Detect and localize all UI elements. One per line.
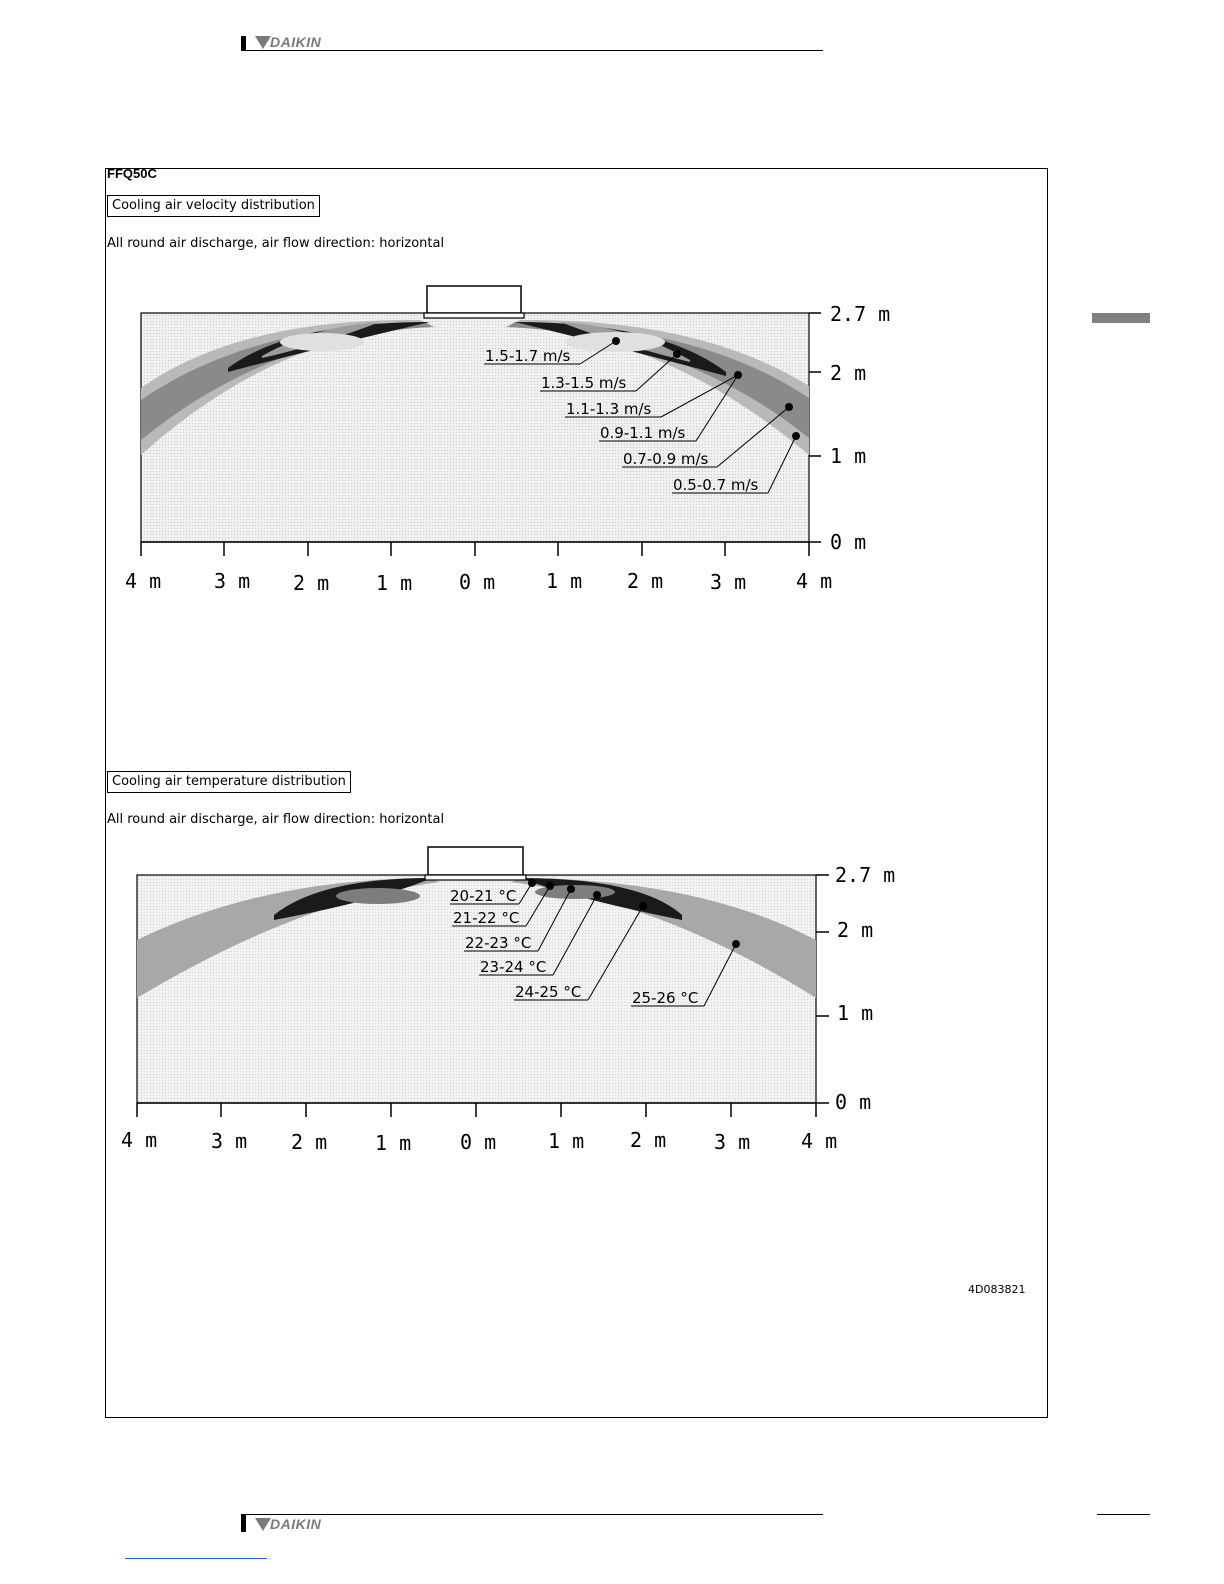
velocity-x-axis [141,542,809,556]
velocity-xtick-label: 0 m [459,570,496,594]
footer-right-rule [1097,1514,1150,1515]
velocity-xtick-label: 2 m [293,571,330,595]
temperature-indoor-panel [425,875,526,880]
temperature-callout-dot [567,885,575,893]
temperature-callout-dot [593,891,601,899]
temperature-legend-label: 23-24 °C [480,958,547,976]
temperature-callout-dot [639,902,647,910]
temperature-band-left-2324 [336,888,420,904]
temperature-callout-dot [732,940,740,948]
velocity-callout-dot [673,350,681,358]
temperature-section-description: All round air discharge, air flow direction: horizontal [107,812,445,827]
temperature-callout-dot [528,879,536,887]
velocity-xtick-label: 3 m [710,570,747,594]
temperature-legend-label: 21-22 °C [453,909,520,927]
temperature-xtick-label: 2 m [630,1128,667,1152]
temperature-callout-dot [546,882,554,890]
temperature-xtick-label: 1 m [548,1129,585,1153]
velocity-section-description: All round air discharge, air flow direction: horizontal [107,236,445,251]
velocity-xtick-label: 1 m [546,569,583,593]
temperature-legend-label: 25-26 °C [632,989,699,1007]
velocity-xtick-label: 2 m [627,569,664,593]
velocity-xtick-label: 1 m [376,571,413,595]
header-brand: DAIKIN [270,34,322,50]
document-number: 4D083821 [968,1283,1026,1296]
footer-brand: DAIKIN [270,1516,322,1532]
velocity-indoor-unit [427,286,521,313]
temperature-xtick-label: 1 m [375,1131,412,1155]
velocity-callout-dot [785,403,793,411]
temperature-legend-label: 22-23 °C [465,934,532,952]
temperature-y-axis [816,875,829,1103]
temperature-ytick-label: 1 m [837,1001,874,1025]
velocity-callout-dot [612,337,620,345]
velocity-legend-label: 0.7-0.9 m/s [623,450,709,468]
velocity-plot [141,313,809,542]
velocity-legend-label: 1.3-1.5 m/s [541,374,627,392]
velocity-xtick-label: 4 m [125,569,162,593]
velocity-legend-label: 1.1-1.3 m/s [566,400,652,418]
temperature-section-title: Cooling air temperature distribution [107,771,351,793]
velocity-callout-dot [792,432,800,440]
velocity-section-title: Cooling air velocity distribution [107,195,320,217]
velocity-band-left-1517 [280,333,364,351]
temperature-x-axis [137,1103,816,1117]
temperature-ytick-label: 2.7 m [835,863,896,887]
velocity-legend-label: 0.5-0.7 m/s [673,476,759,494]
logo-bar [241,1515,246,1532]
temperature-xtick-label: 0 m [460,1130,497,1154]
daikin-logo-icon [255,1518,271,1531]
velocity-legend-label: 1.5-1.7 m/s [485,347,571,365]
velocity-ytick-label: 1 m [830,444,867,468]
footer-link-underline[interactable] [125,1558,267,1559]
temperature-xtick-label: 3 m [714,1130,751,1154]
velocity-ytick-label: 0 m [830,530,867,554]
temperature-xtick-label: 4 m [121,1128,158,1152]
velocity-ytick-label: 2 m [830,361,867,385]
temperature-indoor-unit [428,847,523,875]
temperature-xtick-label: 3 m [211,1129,248,1153]
velocity-y-axis [809,313,821,542]
velocity-xtick-label: 3 m [214,569,251,593]
temperature-legend-label: 24-25 °C [515,983,582,1001]
velocity-indoor-panel [424,313,524,318]
temperature-ytick-label: 2 m [837,918,874,942]
velocity-xtick-label: 4 m [796,569,833,593]
model-name: FFQ50C [107,166,157,181]
temperature-xtick-label: 2 m [291,1130,328,1154]
temperature-legend-label: 20-21 °C [450,887,517,905]
footer-logo [241,1515,351,1533]
velocity-callout-dot [734,371,742,379]
temperature-xtick-label: 4 m [801,1129,838,1153]
velocity-legend-label: 0.9-1.1 m/s [600,424,686,442]
temperature-ytick-label: 0 m [835,1090,872,1114]
velocity-ytick-label: 2.7 m [830,302,891,326]
